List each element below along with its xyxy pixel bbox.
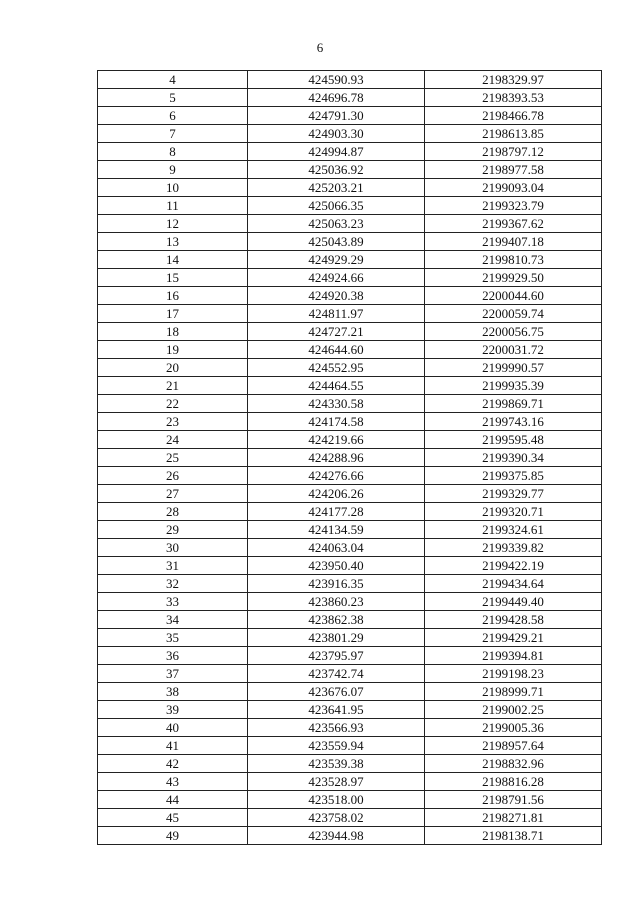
table-row [98,539,602,557]
table-row [98,431,602,449]
x-coordinate-cell: 424929.29 [248,251,425,269]
x-coordinate-cell: 423539.38 [248,755,425,773]
point-number-cell: 22 [98,395,248,413]
y-coordinate-cell: 2198271.81 [425,809,602,827]
point-number-cell: 16 [98,287,248,305]
table-row [98,305,602,323]
x-coordinate-cell: 424811.97 [248,305,425,323]
table-row [98,287,602,305]
table-row [98,341,602,359]
y-coordinate-cell: 2198816.28 [425,773,602,791]
x-coordinate-cell: 424727.21 [248,323,425,341]
x-coordinate-cell: 425203.21 [248,179,425,197]
y-coordinate-cell: 2199367.62 [425,215,602,233]
table-row [98,413,602,431]
table-row [98,143,602,161]
x-coordinate-cell: 423641.95 [248,701,425,719]
y-coordinate-cell: 2198329.97 [425,71,602,89]
y-coordinate-cell: 2199422.19 [425,557,602,575]
point-number-cell: 28 [98,503,248,521]
x-coordinate-cell: 423801.29 [248,629,425,647]
table-row [98,737,602,755]
x-coordinate-cell: 424288.96 [248,449,425,467]
y-coordinate-cell: 2199428.58 [425,611,602,629]
table-row [98,89,602,107]
table-row [98,467,602,485]
x-coordinate-cell: 424134.59 [248,521,425,539]
x-coordinate-cell: 424590.93 [248,71,425,89]
y-coordinate-cell: 2198977.58 [425,161,602,179]
point-number-cell: 36 [98,647,248,665]
point-number-cell: 45 [98,809,248,827]
x-coordinate-cell: 425063.23 [248,215,425,233]
table-row [98,629,602,647]
table-row [98,521,602,539]
x-coordinate-cell: 423758.02 [248,809,425,827]
y-coordinate-cell: 2199198.23 [425,665,602,683]
point-number-cell: 21 [98,377,248,395]
x-coordinate-cell: 424206.26 [248,485,425,503]
point-number-cell: 18 [98,323,248,341]
x-coordinate-cell: 423528.97 [248,773,425,791]
table-row [98,125,602,143]
x-coordinate-cell: 423518.00 [248,791,425,809]
y-coordinate-cell: 2199375.85 [425,467,602,485]
point-number-cell: 25 [98,449,248,467]
point-number-cell: 49 [98,827,248,845]
table-row [98,773,602,791]
y-coordinate-cell: 2198613.85 [425,125,602,143]
x-coordinate-cell: 425036.92 [248,161,425,179]
y-coordinate-cell: 2200031.72 [425,341,602,359]
x-coordinate-cell: 425066.35 [248,197,425,215]
table-row [98,827,602,845]
y-coordinate-cell: 2198832.96 [425,755,602,773]
point-number-cell: 23 [98,413,248,431]
table-row [98,377,602,395]
y-coordinate-cell: 2199320.71 [425,503,602,521]
y-coordinate-cell: 2199093.04 [425,179,602,197]
point-number-cell: 15 [98,269,248,287]
x-coordinate-cell: 423860.23 [248,593,425,611]
table-row [98,575,602,593]
x-coordinate-cell: 423559.94 [248,737,425,755]
y-coordinate-cell: 2198999.71 [425,683,602,701]
point-number-cell: 11 [98,197,248,215]
point-number-cell: 19 [98,341,248,359]
x-coordinate-cell: 424924.66 [248,269,425,287]
table-row [98,683,602,701]
y-coordinate-cell: 2198791.56 [425,791,602,809]
y-coordinate-cell: 2199002.25 [425,701,602,719]
point-number-cell: 8 [98,143,248,161]
point-number-cell: 26 [98,467,248,485]
x-coordinate-cell: 423916.35 [248,575,425,593]
x-coordinate-cell: 423862.38 [248,611,425,629]
x-coordinate-cell: 425043.89 [248,233,425,251]
table-row [98,809,602,827]
table-row [98,359,602,377]
table-row [98,107,602,125]
x-coordinate-cell: 424464.55 [248,377,425,395]
table-row [98,593,602,611]
y-coordinate-cell: 2199434.64 [425,575,602,593]
x-coordinate-cell: 424552.95 [248,359,425,377]
x-coordinate-cell: 423676.07 [248,683,425,701]
y-coordinate-cell: 2198393.53 [425,89,602,107]
x-coordinate-cell: 424644.60 [248,341,425,359]
table-row [98,251,602,269]
x-coordinate-cell: 424177.28 [248,503,425,521]
y-coordinate-cell: 2199323.79 [425,197,602,215]
point-number-cell: 44 [98,791,248,809]
point-number-cell: 39 [98,701,248,719]
table-row [98,611,602,629]
y-coordinate-cell: 2199810.73 [425,251,602,269]
x-coordinate-cell: 424994.87 [248,143,425,161]
table-row [98,323,602,341]
y-coordinate-cell: 2199407.18 [425,233,602,251]
point-number-cell: 14 [98,251,248,269]
table-row [98,503,602,521]
point-number-cell: 42 [98,755,248,773]
table-row [98,755,602,773]
point-number-cell: 5 [98,89,248,107]
point-number-cell: 9 [98,161,248,179]
point-number-cell: 37 [98,665,248,683]
x-coordinate-cell: 424696.78 [248,89,425,107]
point-number-cell: 24 [98,431,248,449]
y-coordinate-cell: 2199935.39 [425,377,602,395]
table-row [98,197,602,215]
x-coordinate-cell: 423742.74 [248,665,425,683]
y-coordinate-cell: 2199005.36 [425,719,602,737]
coordinates-table-body [98,71,602,845]
x-coordinate-cell: 424330.58 [248,395,425,413]
y-coordinate-cell: 2198797.12 [425,143,602,161]
x-coordinate-cell: 423944.98 [248,827,425,845]
point-number-cell: 34 [98,611,248,629]
y-coordinate-cell: 2198466.78 [425,107,602,125]
y-coordinate-cell: 2199394.81 [425,647,602,665]
x-coordinate-cell: 424174.58 [248,413,425,431]
table-row [98,647,602,665]
point-number-cell: 6 [98,107,248,125]
point-number-cell: 32 [98,575,248,593]
point-number-cell: 20 [98,359,248,377]
point-number-cell: 43 [98,773,248,791]
table-row [98,449,602,467]
x-coordinate-cell: 424791.30 [248,107,425,125]
table-row [98,395,602,413]
table-row [98,71,602,89]
table-row [98,665,602,683]
table-row [98,701,602,719]
point-number-cell: 10 [98,179,248,197]
y-coordinate-cell: 2199869.71 [425,395,602,413]
y-coordinate-cell: 2199595.48 [425,431,602,449]
point-number-cell: 13 [98,233,248,251]
y-coordinate-cell: 2198957.64 [425,737,602,755]
point-number-cell: 7 [98,125,248,143]
table-row [98,161,602,179]
point-number-cell: 33 [98,593,248,611]
x-coordinate-cell: 423950.40 [248,557,425,575]
point-number-cell: 30 [98,539,248,557]
y-coordinate-cell: 2199390.34 [425,449,602,467]
y-coordinate-cell: 2199339.82 [425,539,602,557]
x-coordinate-cell: 423795.97 [248,647,425,665]
table-row [98,179,602,197]
point-number-cell: 35 [98,629,248,647]
x-coordinate-cell: 424276.66 [248,467,425,485]
x-coordinate-cell: 424903.30 [248,125,425,143]
y-coordinate-cell: 2199429.21 [425,629,602,647]
x-coordinate-cell: 423566.93 [248,719,425,737]
table-row [98,269,602,287]
y-coordinate-cell: 2199743.16 [425,413,602,431]
y-coordinate-cell: 2199449.40 [425,593,602,611]
point-number-cell: 4 [98,71,248,89]
table-row [98,791,602,809]
x-coordinate-cell: 424920.38 [248,287,425,305]
coordinates-table [97,70,602,845]
y-coordinate-cell: 2198138.71 [425,827,602,845]
y-coordinate-cell: 2200044.60 [425,287,602,305]
point-number-cell: 27 [98,485,248,503]
page-number: 6 [316,40,324,55]
point-number-cell: 17 [98,305,248,323]
y-coordinate-cell: 2199990.57 [425,359,602,377]
table-row [98,233,602,251]
y-coordinate-cell: 2199329.77 [425,485,602,503]
y-coordinate-cell: 2200059.74 [425,305,602,323]
y-coordinate-cell: 2199929.50 [425,269,602,287]
table-row [98,719,602,737]
point-number-cell: 12 [98,215,248,233]
point-number-cell: 29 [98,521,248,539]
point-number-cell: 31 [98,557,248,575]
x-coordinate-cell: 424063.04 [248,539,425,557]
point-number-cell: 41 [98,737,248,755]
y-coordinate-cell: 2199324.61 [425,521,602,539]
y-coordinate-cell: 2200056.75 [425,323,602,341]
point-number-cell: 40 [98,719,248,737]
table-row [98,215,602,233]
point-number-cell: 38 [98,683,248,701]
x-coordinate-cell: 424219.66 [248,431,425,449]
table-row [98,557,602,575]
table-row [98,485,602,503]
